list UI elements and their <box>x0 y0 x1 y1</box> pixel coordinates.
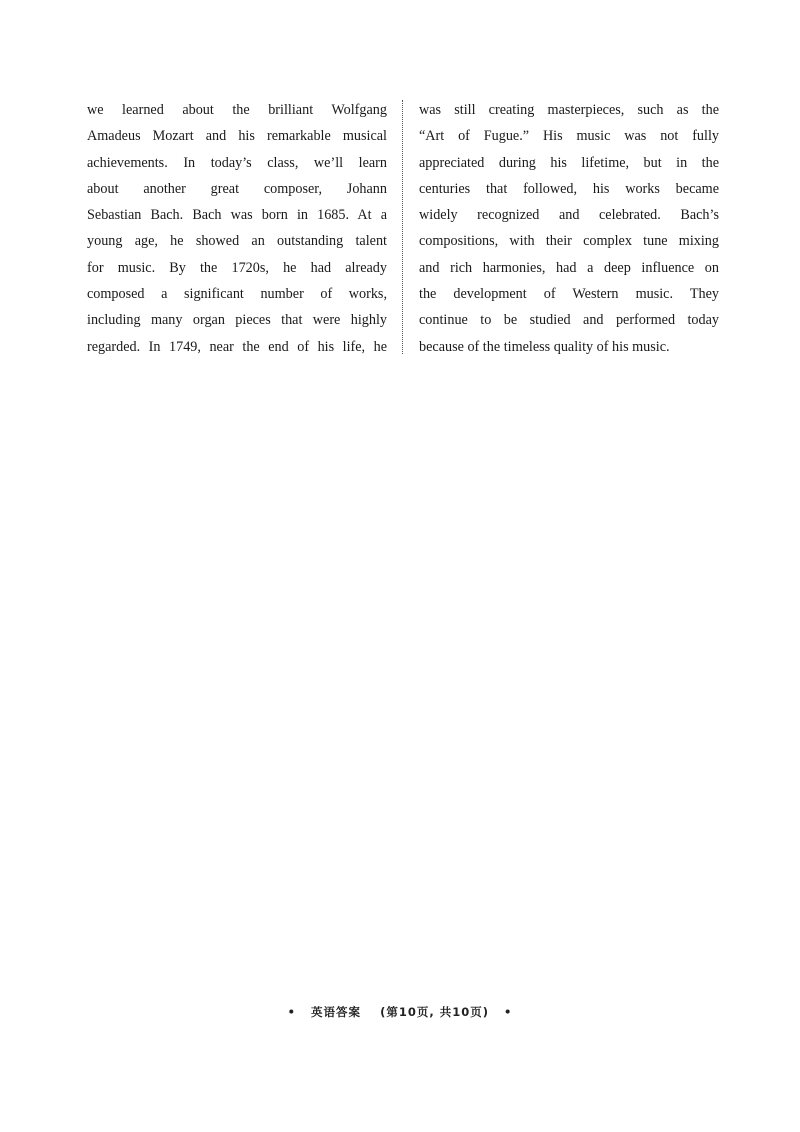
text-line: appreciated during his lifetime, but in the <box>419 154 719 171</box>
text-line: for music. By the 1720s, he had already <box>87 259 387 276</box>
text-line: widely recognized and celebrated. Bach’s <box>419 207 719 224</box>
text-line: the development of Western music. They <box>419 286 719 303</box>
text-line: “Art of Fugue.” His music was not fully <box>419 128 719 145</box>
left-text-column <box>87 97 387 360</box>
text-line: compositions, with their complex tune mixing <box>419 233 719 250</box>
column-divider <box>402 100 403 354</box>
right-text-column <box>419 97 719 360</box>
text-line: because of the timeless quality of his music. <box>419 338 670 355</box>
text-line: Sebastian Bach. Bach was born in 1685. At a <box>87 207 387 224</box>
text-line: achievements. In today’s class, we’ll learn <box>87 154 387 171</box>
footer-bullet-right: • <box>503 1005 513 1019</box>
text-line: was still creating masterpieces, such as the <box>419 102 719 118</box>
footer-subject: 英语答案 <box>311 1005 362 1019</box>
footer-bullet-left: • <box>287 1005 297 1019</box>
footer-page-info: (第10页, 共10页) <box>380 1005 489 1019</box>
text-line: and rich harmonies, had a deep influence on <box>419 259 719 276</box>
text-line: young age, he showed an outstanding talent <box>87 233 387 250</box>
page-footer <box>0 1004 800 1020</box>
text-line: including many organ pieces that were highly <box>87 312 387 329</box>
text-line: Amadeus Mozart and his remarkable musical <box>87 128 387 145</box>
text-line: we learned about the brilliant Wolfgang <box>87 102 387 118</box>
text-line: regarded. In 1749, near the end of his life, he <box>87 338 387 355</box>
text-line: continue to be studied and performed today <box>419 312 719 329</box>
text-line: about another great composer, Johann <box>87 180 387 197</box>
text-line: composed a significant number of works, <box>87 286 387 303</box>
text-line: centuries that followed, his works became <box>419 180 719 197</box>
